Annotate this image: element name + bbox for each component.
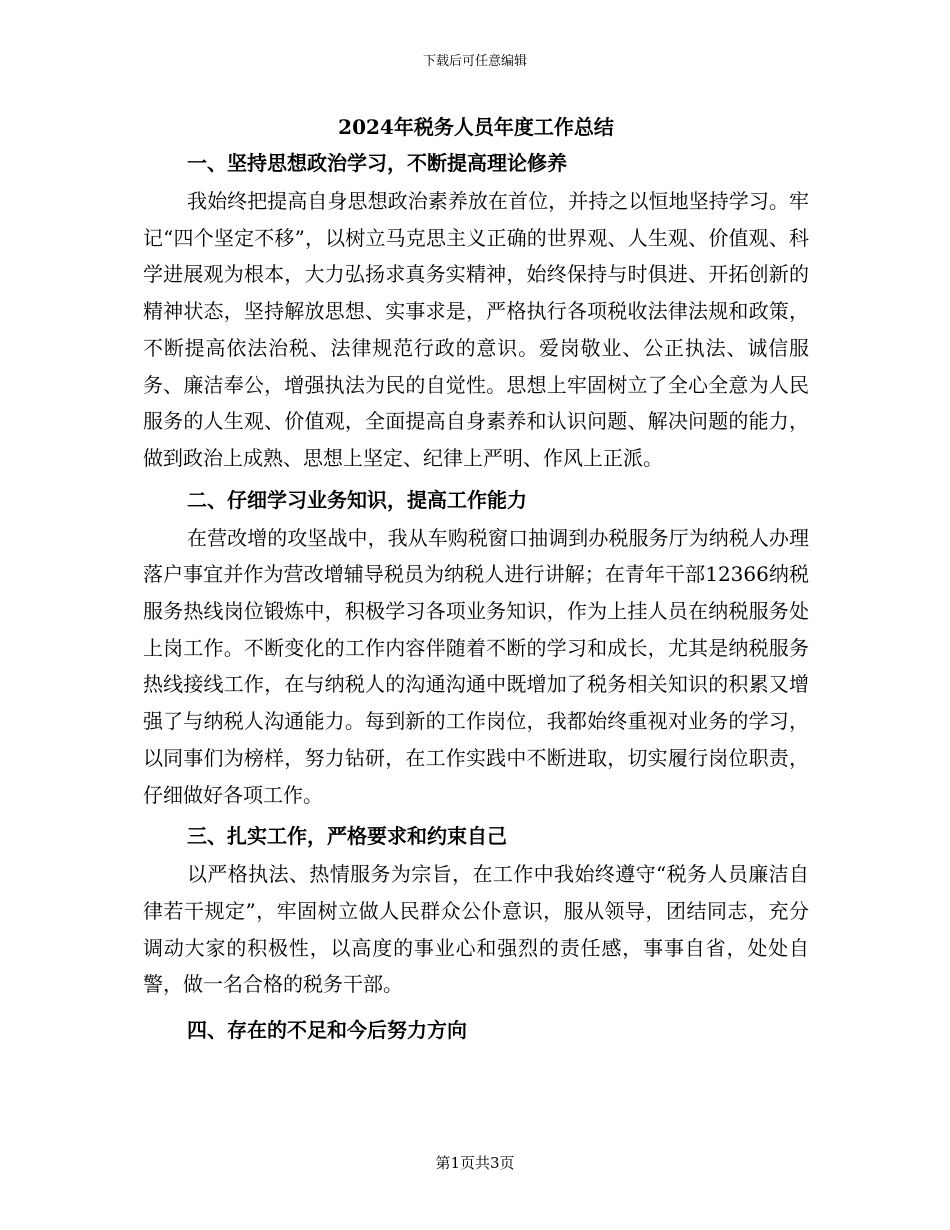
header-note: 下载后可任意编辑 <box>422 54 527 69</box>
section-paragraph-1: 我始终把提高自身思想政治素养放在首位，并持之以恒地坚持学习。牢记“四个坚定不移”，以树立马克思主义正确的世界观、人生观、价值观、科学进展观为根本，大力弘扬求真务实精神，始终保持与时俱进、开拓创新的精神状态，坚持解放思想、实事求是，严格执行各项税收法律法规和政策，不断提高依法治税、法律规范行政的意识。爱岗敬业、公正执法、诚信服务、廉洁奉公，增强执法为民的自觉性。思想上牢固树立了全心全意为人民服务的人生观、价值观，全面提高自身素养和认识问题、解决问题的能力，做到政治上成熟、思想上坚定、纪律上严明、作风上正派。 <box>143 189 809 470</box>
section-heading-1: 一、坚持思想政治学习，不断提高理论修养 <box>187 151 567 175</box>
section-heading-2: 二、仔细学习业务知识，提高工作能力 <box>187 487 527 512</box>
section-heading-3: 三、扎实工作，严格要求和约束自己 <box>187 824 507 849</box>
section-paragraph-3: 以严格执法、热情服务为宗旨，在工作中我始终遵守“税务人员廉洁自律若干规定”，牢固树立做人民群众公仆意识，服从领导，团结同志，充分调动大家的积极性，以高度的事业心和强烈的责任感，事事自省，处处自警，做一名合格的税务干部。 <box>143 862 809 997</box>
spacer <box>143 1003 809 1012</box>
document-title: 2024年税务人员年度工作总结 <box>338 115 614 139</box>
document-body <box>143 111 809 1048</box>
page-number: 第1页共3页 <box>435 1154 515 1172</box>
section-heading-4: 四、存在的不足和今后努力方向 <box>187 1018 467 1043</box>
section-paragraph-2: 在营改增的攻坚战中，我从车购税窗口抽调到办税服务厅为纳税人办理落户事宜并作为营改增辅导税员为纳税人进行讲解；在青年干部12366纳税服务热线岗位锻炼中，积极学习各项业务知识，作为上挂人员在纳税服务处上岗工作。不断变化的工作内容伴随着不断的学习和成长，尤其是纳税服务热线接线工作，在与纳税人的沟通沟通中既增加了税务相关知识的积累又增强了与纳税人沟通能力。每到新的工作岗位，我都始终重视对业务的学习，以同事们为榜样，努力钻研，在工作实践中不断进取，切实履行岗位职责，仔细做好各项工作。 <box>143 525 809 807</box>
